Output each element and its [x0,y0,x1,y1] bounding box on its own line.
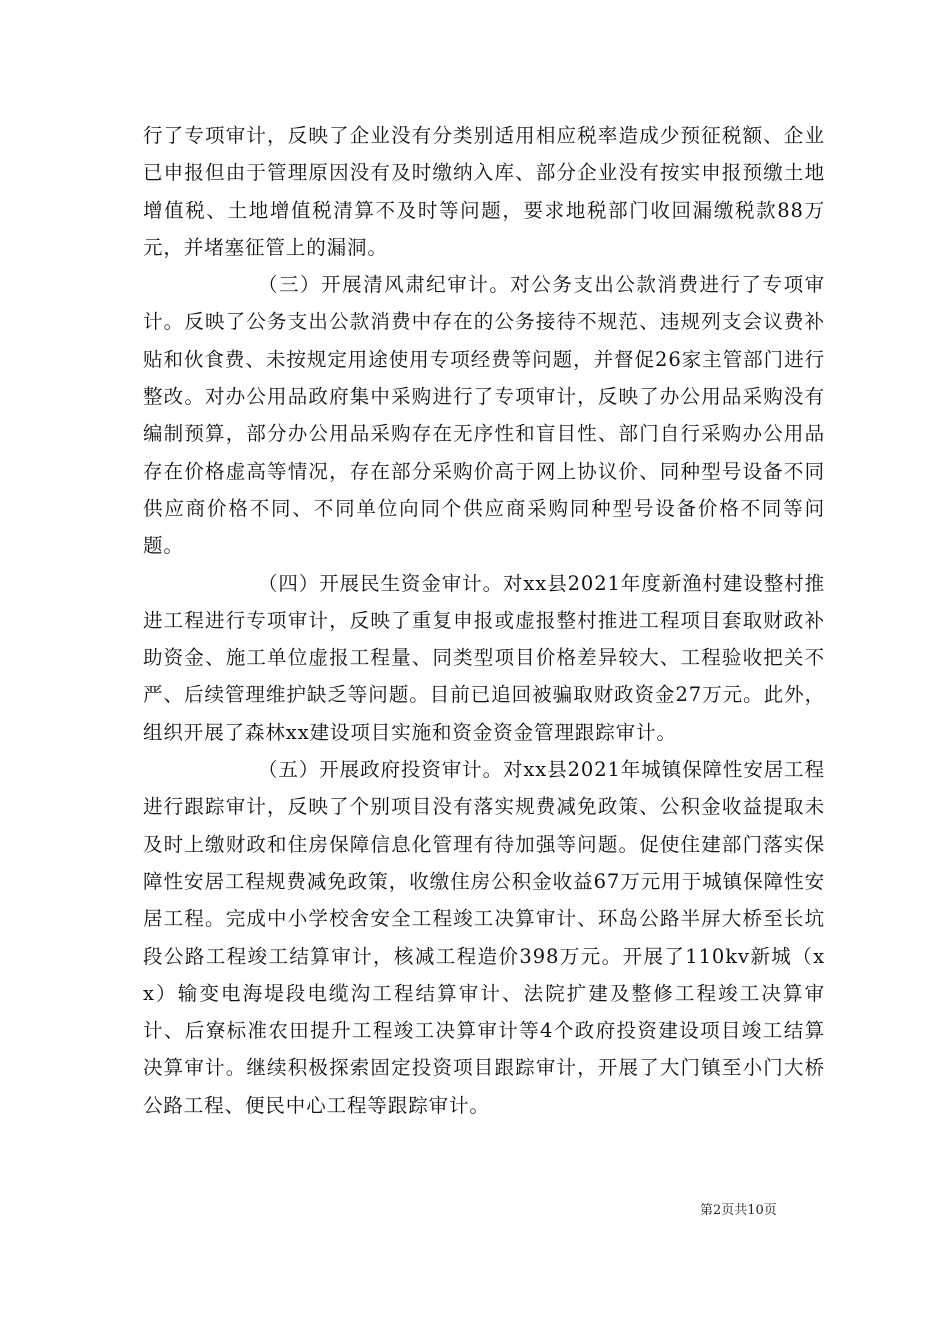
page-number-footer: 第2页共10页 [700,1203,777,1218]
body-text [143,117,825,1124]
paragraph-discipline-audit: （三）开展清风肃纪审计。对公务支出公款消费进行了专项审计。反映了公务支出公款消费中存在的公务接待不规范、违规列支会议费补贴和伙食费、未按规定用途使用专项经费等问题，并督促26家主管部门进行整改。对办公用品政府集中采购进行了专项审计，反映了办公用品采购没有编制预算，部分办公用品采购存在无序性和盲目性、部门自行采购办公用品存在价格虚高等情况，存在部分采购价高于网上协议价、同种型号设备不同供应商价格不同、不同单位向同个供应商采购同种型号设备价格不同等问题。 [143,273,825,558]
paragraph-government-investment-audit: （五）开展政府投资审计。对xx县2021年城镇保障性安居工程进行跟踪审计，反映了个别项目没有落实规费减免政策、公积金收益提取未及时上缴财政和住房保障信息化管理有待加强等问题。促使住建部门落实保障性安居工程规费减免政策，收缴住房公积金收益67万元用于城镇保障性安居工程。完成中小学校舍安全工程竣工决算审计、环岛公路半屏大桥至长坑段公路工程竣工结算审计，核减工程造价398万元。开展了110kv新城（xx）输变电海堤段电缆沟工程结算审计、法院扩建及整修工程竣工决算审计、后寮标准农田提升工程竣工决算审计等4个政府投资建设项目竣工结算决算审计。继续积极探索固定投资项目跟踪审计，开展了大门镇至小门大桥公路工程、便民中心工程等跟踪审计。 [143,758,825,1117]
paragraph-tax-audit-continued: 行了专项审计，反映了企业没有分类别适用相应税率造成少预征税额、企业已申报但由于管理原因没有及时缴纳入库、部分企业没有按实申报预缴土地增值税、土地增值税清算不及时等问题，要求地税部门收回漏缴税款88万元，并堵塞征管上的漏洞。 [143,124,825,259]
paragraph-livelihood-fund-audit: （四）开展民生资金审计。对xx县2021年度新渔村建设整村推进工程进行专项审计，反映了重复申报或虚报整村推进工程项目套取财政补助资金、施工单位虚报工程量、同类型项目价格差异较大、工程验收把关不严、后续管理维护缺乏等问题。目前已追回被骗取财政资金27万元。此外，组织开展了森林xx建设项目实施和资金资金管理跟踪审计。 [143,571,825,744]
